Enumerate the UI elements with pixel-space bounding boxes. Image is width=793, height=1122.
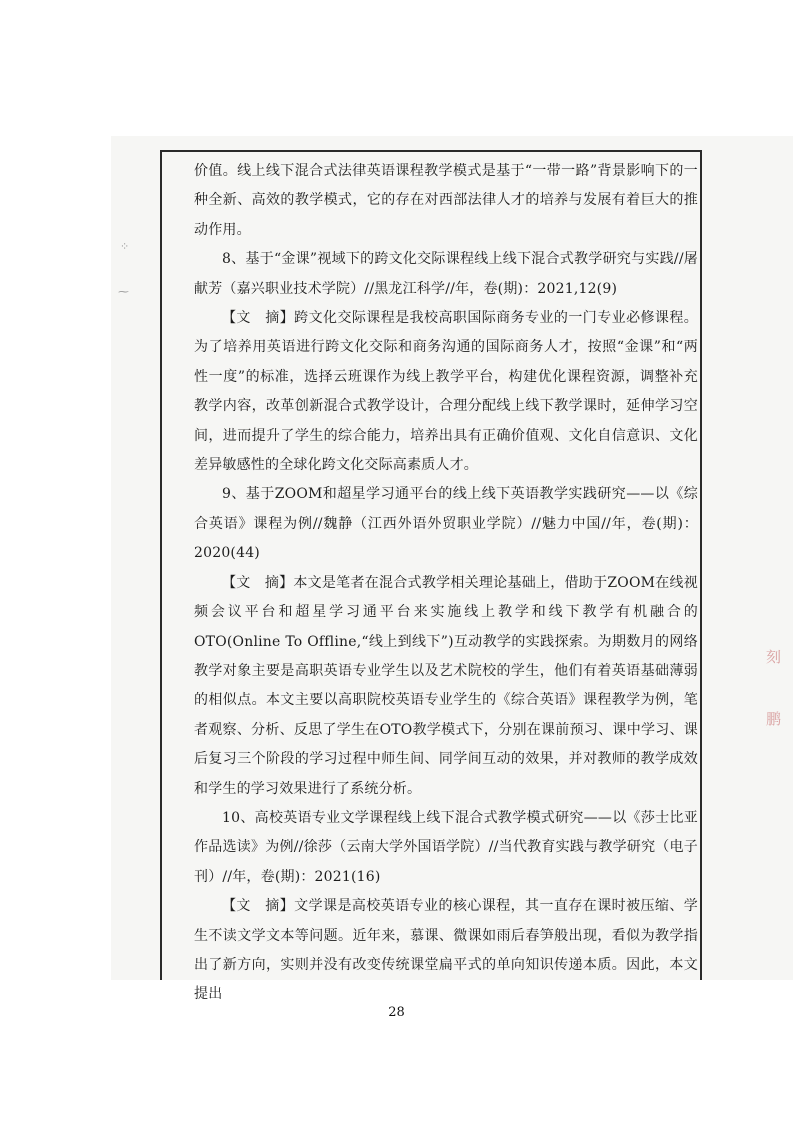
- page-number: 28: [388, 1005, 405, 1020]
- reference-entry-10: 10、高校英语专业文学课程线上线下混合式教学模式研究——以《莎士比亚作品选读》为例//徐莎（云南大学外国语学院）//当代教育实践与教学研究（电子刊）//年，卷(期)：2021(16): [194, 809, 698, 885]
- scan-speck: ⁓: [118, 285, 129, 298]
- abstract-9: 【文 摘】本文是笔者在混合式教学相关理论基础上，借助于ZOOM在线视频会议平台和超星学习通平台来实施线上教学和线下教学有机融合的OTO(Online To Offline,“线上到线下”)互动教学的实践探索。为期数月的网络教学对象主要是高职英语专业学生以及艺术院校的学生，他们有着英语基础薄弱的相似点。本文主要以高职院校英语专业学生的《综合英语》课程教学为例，笔者观察、分析、反思了学生在OTO教学模式下，分别在课前预习、课中学习、课后复习三个阶段的学习过程中师生间、同学间互动的效果，并对教师的教学成效和学生的学习效果进行了系统分析。: [194, 574, 698, 797]
- abstract-8: 【文 摘】跨文化交际课程是我校高职国际商务专业的一门专业必修课程。为了培养用英语进行跨文化交际和商务沟通的国际商务人才，按照“金课”和“两性一度”的标准，选择云班课作为线上教学平台，构建优化课程资源，调整补充教学内容，改革创新混合式教学设计，合理分配线上线下教学课时，延伸学习空间，进而提升了学生的综合能力，培养出具有正确价值观、文化自信意识、文化差异敏感性的全球化跨文化交际高素质人才。: [194, 310, 698, 474]
- reference-entry-8: 8、基于“金课”视域下的跨文化交际课程线上线下混合式教学研究与实践//屠献芳（嘉兴职业技术学院）//黑龙江科学//年，卷(期)：2021,12(9): [194, 251, 698, 297]
- reference-entry-9: 9、基于ZOOM和超星学习通平台的线上线下英语教学实践研究——以《综合英语》课程为例//魏静（江西外语外贸职业学院）//魅力中国//年，卷(期)：2020(44): [194, 486, 698, 562]
- document-body: [194, 157, 698, 1010]
- red-stamp-fragment: 刻: [766, 648, 782, 666]
- paragraph-continued: 价值。线上线下混合式法律英语课程教学模式是基于“一带一路”背景影响下的一种全新、高效的教学模式，它的存在对西部法律人才的培养与发展有着巨大的推动作用。: [194, 163, 698, 238]
- red-stamp-fragment: 鹏: [766, 710, 782, 728]
- abstract-10: 【文 摘】文学课是高校英语专业的核心课程，其一直存在课时被压缩、学生不读文学文本等问题。近年来，慕课、微课如雨后春笋般出现，看似为教学指出了新方向，实则并没有改变传统课堂扁平式的单向知识传递本质。因此，本文提出: [194, 898, 698, 1003]
- scan-speck: ⁘: [120, 240, 130, 253]
